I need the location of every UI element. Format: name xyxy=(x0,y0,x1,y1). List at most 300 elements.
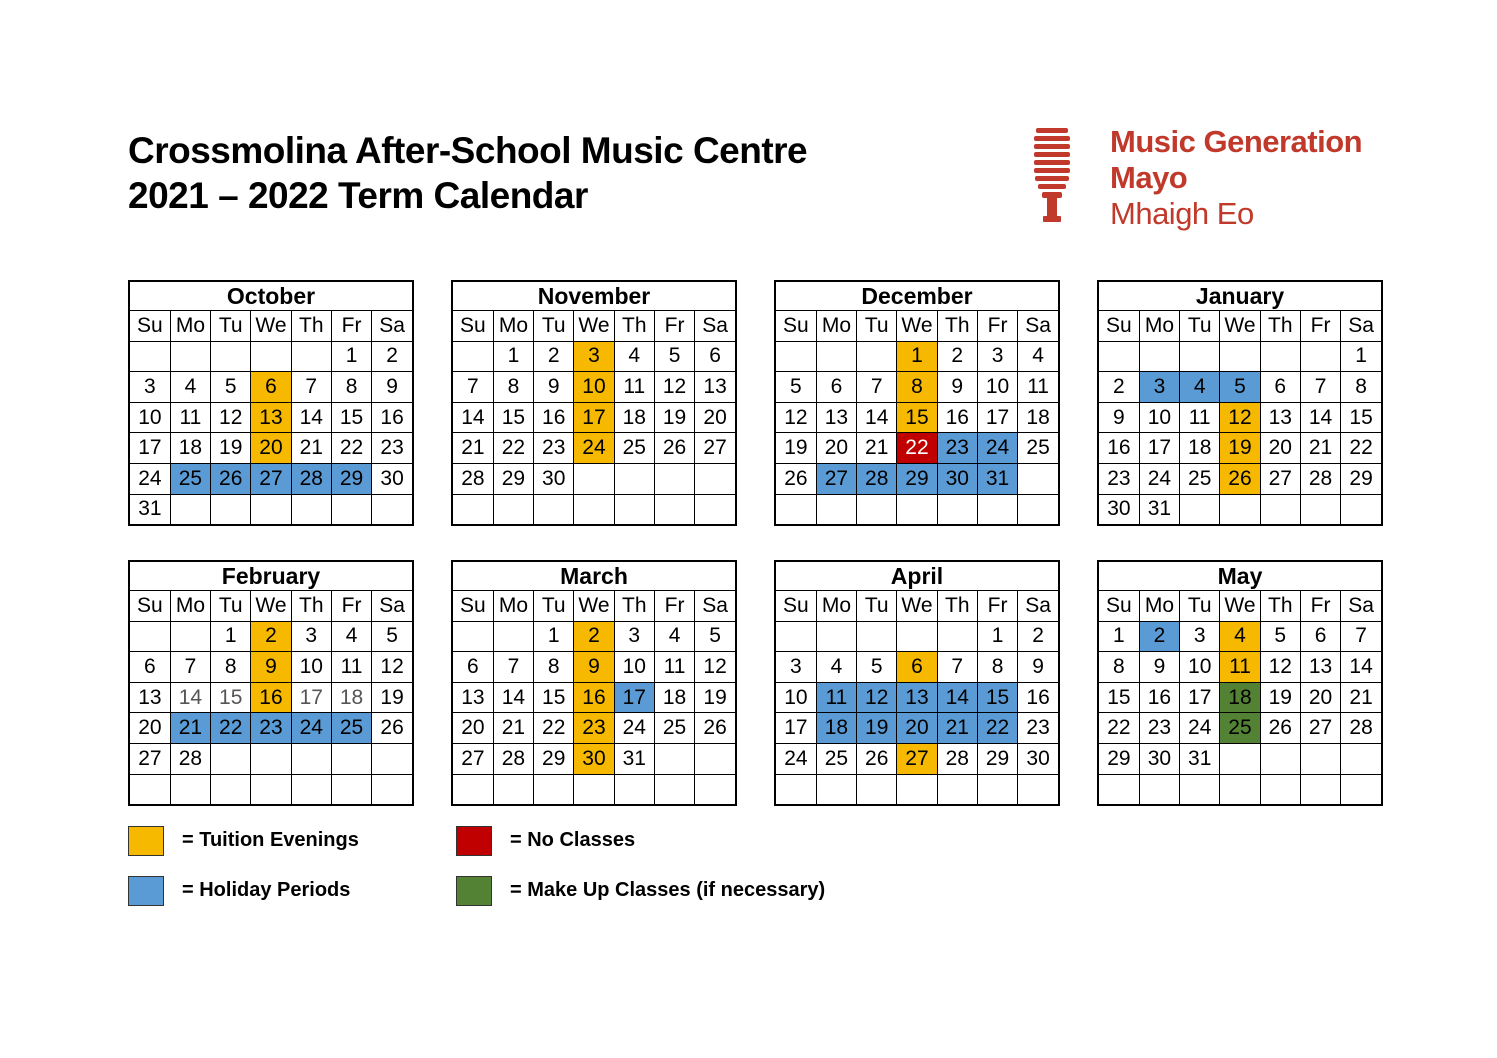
day-cell: 31 xyxy=(1180,743,1220,774)
empty-day-cell xyxy=(816,494,856,524)
day-cell: 26 xyxy=(372,713,412,744)
day-cell: 20 xyxy=(695,402,735,433)
day-cell: 15 xyxy=(897,402,937,433)
day-cell: 12 xyxy=(1220,402,1260,433)
empty-day-cell xyxy=(574,463,614,494)
weekday-header: Mo xyxy=(1139,591,1179,622)
weekday-header: Fr xyxy=(331,311,371,342)
weekday-header: Tu xyxy=(534,591,574,622)
day-cell: 9 xyxy=(372,372,412,403)
empty-day-cell xyxy=(857,774,897,804)
day-cell: 3 xyxy=(130,372,170,403)
weekday-header: Sa xyxy=(695,591,735,622)
day-cell: 30 xyxy=(372,463,412,494)
empty-day-cell xyxy=(1018,494,1058,524)
day-cell: 16 xyxy=(251,682,291,713)
weekday-header: Fr xyxy=(654,591,694,622)
empty-day-cell xyxy=(372,774,412,804)
day-cell: 4 xyxy=(1018,341,1058,372)
day-cell: 14 xyxy=(857,402,897,433)
weekday-header: Su xyxy=(453,311,493,342)
weekday-header: We xyxy=(251,311,291,342)
day-cell: 7 xyxy=(493,652,533,683)
day-cell: 8 xyxy=(331,372,371,403)
day-cell: 4 xyxy=(816,652,856,683)
day-cell: 13 xyxy=(1260,402,1300,433)
day-cell: 5 xyxy=(654,341,694,372)
day-cell: 28 xyxy=(291,463,331,494)
weekday-header: Mo xyxy=(493,311,533,342)
empty-day-cell xyxy=(291,743,331,774)
day-cell: 27 xyxy=(897,743,937,774)
day-cell: 18 xyxy=(170,433,210,464)
day-cell: 6 xyxy=(1260,372,1300,403)
empty-day-cell xyxy=(937,774,977,804)
day-cell: 22 xyxy=(493,433,533,464)
day-cell: 23 xyxy=(534,433,574,464)
weekday-header: Th xyxy=(291,591,331,622)
day-cell: 10 xyxy=(1139,402,1179,433)
day-cell: 8 xyxy=(977,652,1017,683)
month-october xyxy=(128,280,414,526)
day-cell: 26 xyxy=(1260,713,1300,744)
empty-day-cell xyxy=(857,621,897,652)
day-cell: 25 xyxy=(1018,433,1058,464)
day-cell: 13 xyxy=(1300,652,1340,683)
day-cell: 29 xyxy=(977,743,1017,774)
day-cell: 27 xyxy=(816,463,856,494)
day-cell: 10 xyxy=(977,372,1017,403)
day-cell: 21 xyxy=(170,713,210,744)
empty-day-cell xyxy=(453,494,493,524)
day-cell: 19 xyxy=(654,402,694,433)
day-cell: 5 xyxy=(211,372,251,403)
day-cell: 10 xyxy=(574,372,614,403)
empty-day-cell xyxy=(211,774,251,804)
weekday-header: Mo xyxy=(170,311,210,342)
day-cell: 2 xyxy=(372,341,412,372)
weekday-header: Sa xyxy=(1018,311,1058,342)
weekday-header: Su xyxy=(1099,591,1139,622)
day-cell: 30 xyxy=(1018,743,1058,774)
day-cell: 1 xyxy=(493,341,533,372)
day-cell: 19 xyxy=(1260,682,1300,713)
day-cell: 24 xyxy=(291,713,331,744)
day-cell: 20 xyxy=(897,713,937,744)
weekday-header: Mo xyxy=(493,591,533,622)
empty-day-cell xyxy=(1260,743,1300,774)
day-cell: 18 xyxy=(614,402,654,433)
day-cell: 24 xyxy=(130,463,170,494)
weekday-header: Tu xyxy=(857,311,897,342)
day-cell: 2 xyxy=(1018,621,1058,652)
day-cell: 16 xyxy=(574,682,614,713)
day-cell: 7 xyxy=(291,372,331,403)
day-cell: 25 xyxy=(1180,463,1220,494)
day-cell: 26 xyxy=(1220,463,1260,494)
day-cell: 19 xyxy=(776,433,816,464)
empty-day-cell xyxy=(1260,341,1300,372)
weekday-header: Th xyxy=(291,311,331,342)
day-cell: 18 xyxy=(1180,433,1220,464)
empty-day-cell xyxy=(776,341,816,372)
day-cell: 19 xyxy=(372,682,412,713)
empty-day-cell xyxy=(776,494,816,524)
day-cell: 12 xyxy=(776,402,816,433)
day-cell: 13 xyxy=(453,682,493,713)
weekday-header: Sa xyxy=(1341,311,1381,342)
day-cell: 4 xyxy=(331,621,371,652)
weekday-header: Fr xyxy=(331,591,371,622)
day-cell: 5 xyxy=(1220,372,1260,403)
day-cell: 3 xyxy=(1180,621,1220,652)
day-cell: 9 xyxy=(1018,652,1058,683)
day-cell: 12 xyxy=(211,402,251,433)
day-cell: 27 xyxy=(1300,713,1340,744)
day-cell: 13 xyxy=(695,372,735,403)
day-cell: 10 xyxy=(1180,652,1220,683)
day-cell: 28 xyxy=(493,743,533,774)
day-cell: 9 xyxy=(1139,652,1179,683)
day-cell: 16 xyxy=(937,402,977,433)
empty-day-cell xyxy=(937,494,977,524)
day-cell: 15 xyxy=(211,682,251,713)
day-cell: 8 xyxy=(1099,652,1139,683)
day-cell: 29 xyxy=(534,743,574,774)
day-cell: 1 xyxy=(211,621,251,652)
legend-swatch-tuition xyxy=(128,826,164,856)
day-cell: 13 xyxy=(130,682,170,713)
day-cell: 29 xyxy=(1099,743,1139,774)
day-cell: 19 xyxy=(211,433,251,464)
weekday-header: We xyxy=(574,311,614,342)
day-cell: 25 xyxy=(654,713,694,744)
day-cell: 15 xyxy=(977,682,1017,713)
month-december xyxy=(774,280,1060,526)
empty-day-cell xyxy=(130,621,170,652)
empty-day-cell xyxy=(493,621,533,652)
logo-line-2: Mayo xyxy=(1110,160,1188,195)
weekday-header: Th xyxy=(937,311,977,342)
day-cell: 19 xyxy=(695,682,735,713)
weekday-header: Su xyxy=(776,311,816,342)
empty-day-cell xyxy=(695,463,735,494)
weekday-header: Sa xyxy=(695,311,735,342)
day-cell: 3 xyxy=(1139,372,1179,403)
month-name: May xyxy=(1099,562,1381,591)
empty-day-cell xyxy=(1180,494,1220,524)
day-cell: 5 xyxy=(857,652,897,683)
day-cell: 13 xyxy=(251,402,291,433)
month-january xyxy=(1097,280,1383,526)
day-cell: 21 xyxy=(493,713,533,744)
weekday-header: Su xyxy=(776,591,816,622)
weekday-header: We xyxy=(251,591,291,622)
day-cell: 11 xyxy=(331,652,371,683)
day-cell: 27 xyxy=(251,463,291,494)
day-cell: 10 xyxy=(291,652,331,683)
day-cell: 30 xyxy=(937,463,977,494)
empty-day-cell xyxy=(574,494,614,524)
empty-day-cell xyxy=(1260,494,1300,524)
day-cell: 1 xyxy=(1099,621,1139,652)
day-cell: 18 xyxy=(331,682,371,713)
month-may xyxy=(1097,560,1383,806)
day-cell: 24 xyxy=(776,743,816,774)
day-cell: 28 xyxy=(857,463,897,494)
empty-day-cell xyxy=(170,774,210,804)
day-cell: 19 xyxy=(1220,433,1260,464)
day-cell: 17 xyxy=(291,682,331,713)
day-cell: 17 xyxy=(776,713,816,744)
empty-day-cell xyxy=(534,774,574,804)
day-cell: 12 xyxy=(654,372,694,403)
day-cell: 9 xyxy=(1099,402,1139,433)
day-cell: 8 xyxy=(211,652,251,683)
day-cell: 16 xyxy=(1099,433,1139,464)
day-cell: 22 xyxy=(331,433,371,464)
day-cell: 7 xyxy=(1300,372,1340,403)
day-cell: 22 xyxy=(1341,433,1381,464)
day-cell: 2 xyxy=(937,341,977,372)
empty-day-cell xyxy=(1300,494,1340,524)
empty-day-cell xyxy=(1220,494,1260,524)
month-name: December xyxy=(776,282,1058,311)
day-cell: 25 xyxy=(170,463,210,494)
empty-day-cell xyxy=(170,341,210,372)
empty-day-cell xyxy=(1220,341,1260,372)
empty-day-cell xyxy=(251,774,291,804)
day-cell: 12 xyxy=(695,652,735,683)
day-cell: 15 xyxy=(1099,682,1139,713)
weekday-header: Sa xyxy=(1341,591,1381,622)
day-cell: 11 xyxy=(170,402,210,433)
day-cell: 24 xyxy=(977,433,1017,464)
day-cell: 13 xyxy=(897,682,937,713)
day-cell: 25 xyxy=(331,713,371,744)
month-february xyxy=(128,560,414,806)
empty-day-cell xyxy=(977,774,1017,804)
legend-label-holiday: = Holiday Periods xyxy=(182,879,351,901)
day-cell: 24 xyxy=(1139,463,1179,494)
weekday-header: Su xyxy=(453,591,493,622)
day-cell: 20 xyxy=(251,433,291,464)
day-cell: 6 xyxy=(816,372,856,403)
empty-day-cell xyxy=(937,621,977,652)
empty-day-cell xyxy=(1341,743,1381,774)
day-cell: 29 xyxy=(331,463,371,494)
day-cell: 11 xyxy=(1180,402,1220,433)
title-line-2: 2021 – 2022 Term Calendar xyxy=(128,175,588,216)
day-cell: 11 xyxy=(614,372,654,403)
day-cell: 18 xyxy=(1018,402,1058,433)
legend-swatch-no-classes xyxy=(456,826,492,856)
empty-day-cell xyxy=(211,743,251,774)
day-cell: 7 xyxy=(857,372,897,403)
day-cell: 13 xyxy=(816,402,856,433)
empty-day-cell xyxy=(251,743,291,774)
empty-day-cell xyxy=(1341,774,1381,804)
day-cell: 17 xyxy=(1180,682,1220,713)
microphone-icon xyxy=(1032,124,1072,224)
weekday-header: Mo xyxy=(816,311,856,342)
day-cell: 21 xyxy=(453,433,493,464)
day-cell: 24 xyxy=(1180,713,1220,744)
month-november xyxy=(451,280,737,526)
legend-label-tuition: = Tuition Evenings xyxy=(182,829,359,851)
day-cell: 18 xyxy=(1220,682,1260,713)
day-cell: 2 xyxy=(534,341,574,372)
empty-day-cell xyxy=(816,774,856,804)
day-cell: 9 xyxy=(937,372,977,403)
day-cell: 10 xyxy=(776,682,816,713)
weekday-header: Su xyxy=(130,311,170,342)
day-cell: 24 xyxy=(614,713,654,744)
empty-day-cell xyxy=(1099,774,1139,804)
empty-day-cell xyxy=(1300,743,1340,774)
empty-day-cell xyxy=(654,494,694,524)
empty-day-cell xyxy=(211,341,251,372)
month-name: February xyxy=(130,562,412,591)
empty-day-cell xyxy=(897,494,937,524)
empty-day-cell xyxy=(1139,774,1179,804)
day-cell: 31 xyxy=(977,463,1017,494)
legend-swatch-make-up xyxy=(456,876,492,906)
empty-day-cell xyxy=(1260,774,1300,804)
weekday-header: Sa xyxy=(1018,591,1058,622)
day-cell: 6 xyxy=(251,372,291,403)
day-cell: 6 xyxy=(453,652,493,683)
empty-day-cell xyxy=(1018,463,1058,494)
empty-day-cell xyxy=(695,774,735,804)
weekday-header: Tu xyxy=(211,591,251,622)
day-cell: 14 xyxy=(453,402,493,433)
day-cell: 8 xyxy=(897,372,937,403)
empty-day-cell xyxy=(331,494,371,524)
day-cell: 31 xyxy=(1139,494,1179,524)
weekday-header: Tu xyxy=(534,311,574,342)
day-cell: 23 xyxy=(574,713,614,744)
day-cell: 2 xyxy=(1139,621,1179,652)
empty-day-cell xyxy=(654,463,694,494)
empty-day-cell xyxy=(453,621,493,652)
day-cell: 23 xyxy=(372,433,412,464)
day-cell: 5 xyxy=(695,621,735,652)
day-cell: 20 xyxy=(816,433,856,464)
day-cell: 1 xyxy=(1341,341,1381,372)
day-cell: 6 xyxy=(1300,621,1340,652)
weekday-header: Tu xyxy=(1180,591,1220,622)
empty-day-cell xyxy=(493,774,533,804)
day-cell: 26 xyxy=(211,463,251,494)
day-cell: 10 xyxy=(614,652,654,683)
day-cell: 11 xyxy=(1220,652,1260,683)
empty-day-cell xyxy=(453,774,493,804)
day-cell: 9 xyxy=(251,652,291,683)
day-cell: 1 xyxy=(331,341,371,372)
day-cell: 21 xyxy=(291,433,331,464)
day-cell: 6 xyxy=(130,652,170,683)
empty-day-cell xyxy=(574,774,614,804)
day-cell: 15 xyxy=(534,682,574,713)
empty-day-cell xyxy=(776,774,816,804)
day-cell: 21 xyxy=(857,433,897,464)
empty-day-cell xyxy=(211,494,251,524)
day-cell: 1 xyxy=(977,621,1017,652)
day-cell: 29 xyxy=(493,463,533,494)
day-cell: 27 xyxy=(453,743,493,774)
empty-day-cell xyxy=(654,743,694,774)
day-cell: 4 xyxy=(1180,372,1220,403)
day-cell: 26 xyxy=(857,743,897,774)
day-cell: 9 xyxy=(574,652,614,683)
day-cell: 9 xyxy=(534,372,574,403)
day-cell: 17 xyxy=(574,402,614,433)
day-cell: 1 xyxy=(897,341,937,372)
empty-day-cell xyxy=(251,341,291,372)
day-cell: 3 xyxy=(977,341,1017,372)
day-cell: 3 xyxy=(776,652,816,683)
day-cell: 15 xyxy=(1341,402,1381,433)
day-cell: 28 xyxy=(1300,463,1340,494)
day-cell: 16 xyxy=(1018,682,1058,713)
day-cell: 17 xyxy=(1139,433,1179,464)
empty-day-cell xyxy=(977,494,1017,524)
day-cell: 17 xyxy=(977,402,1017,433)
empty-day-cell xyxy=(1099,341,1139,372)
day-cell: 1 xyxy=(534,621,574,652)
day-cell: 20 xyxy=(1300,682,1340,713)
day-cell: 27 xyxy=(1260,463,1300,494)
page-title xyxy=(128,128,807,218)
empty-day-cell xyxy=(251,494,291,524)
empty-day-cell xyxy=(1220,774,1260,804)
day-cell: 21 xyxy=(1341,682,1381,713)
empty-day-cell xyxy=(614,774,654,804)
title-line-1: Crossmolina After-School Music Centre xyxy=(128,130,808,171)
empty-day-cell xyxy=(857,341,897,372)
music-generation-logo xyxy=(1032,124,1412,236)
day-cell: 3 xyxy=(291,621,331,652)
empty-day-cell xyxy=(1180,341,1220,372)
weekday-header: Th xyxy=(1260,591,1300,622)
month-name: April xyxy=(776,562,1058,591)
month-name: January xyxy=(1099,282,1381,311)
day-cell: 25 xyxy=(816,743,856,774)
day-cell: 14 xyxy=(291,402,331,433)
weekday-header: We xyxy=(897,311,937,342)
day-cell: 6 xyxy=(695,341,735,372)
empty-day-cell xyxy=(654,774,694,804)
day-cell: 15 xyxy=(493,402,533,433)
empty-day-cell xyxy=(170,621,210,652)
day-cell: 5 xyxy=(1260,621,1300,652)
empty-day-cell xyxy=(1180,774,1220,804)
day-cell: 22 xyxy=(211,713,251,744)
empty-day-cell xyxy=(372,494,412,524)
weekday-header: We xyxy=(1220,311,1260,342)
day-cell: 8 xyxy=(493,372,533,403)
day-cell: 23 xyxy=(937,433,977,464)
day-cell: 11 xyxy=(816,682,856,713)
day-cell: 4 xyxy=(614,341,654,372)
day-cell: 31 xyxy=(614,743,654,774)
day-cell: 20 xyxy=(130,713,170,744)
day-cell: 29 xyxy=(897,463,937,494)
day-cell: 26 xyxy=(776,463,816,494)
day-cell: 12 xyxy=(857,682,897,713)
month-april xyxy=(774,560,1060,806)
